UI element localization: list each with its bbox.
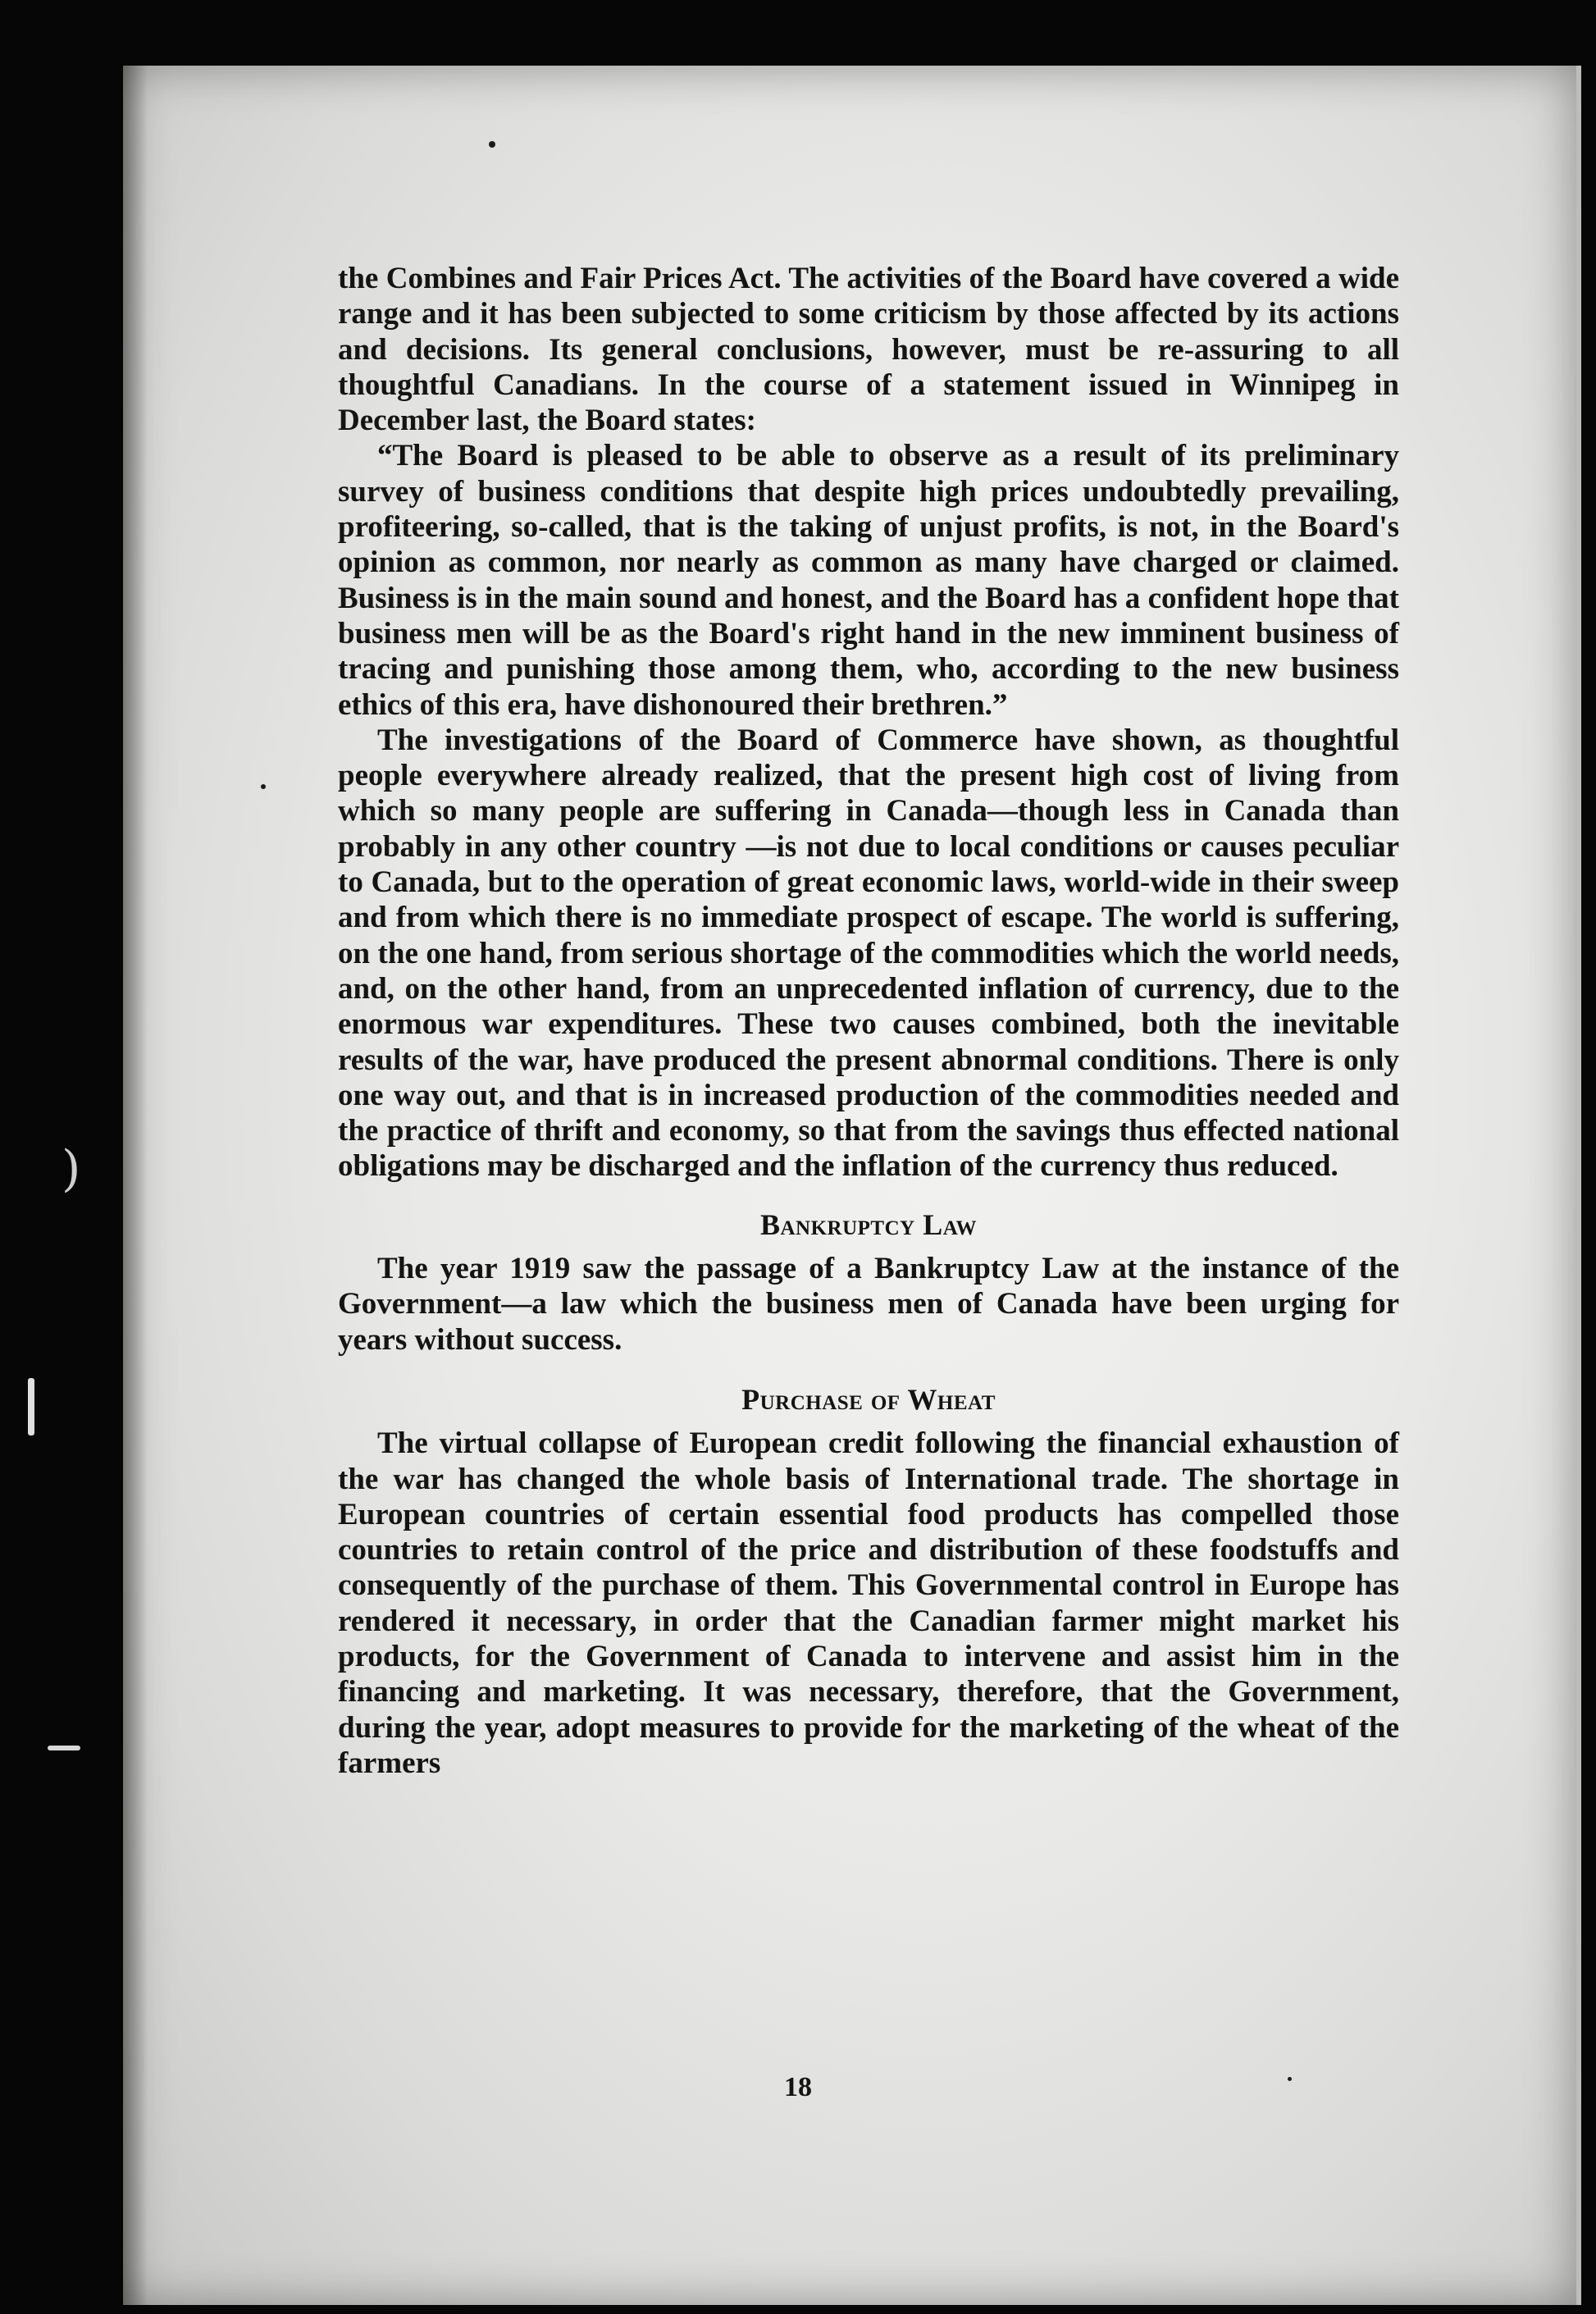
section-heading-purchase-of-wheat: Purchase of Wheat xyxy=(741,1382,996,1416)
margin-ink-mark xyxy=(28,1378,34,1435)
margin-ink-smudge xyxy=(48,1746,80,1750)
body-text xyxy=(338,261,1399,1781)
paragraph-investigations: The investigations of the Board of Commerce have shown, as thoughtful people everywhere already realized, that the present high cost of living from which so many people are suffering in Canada—though less in Canada than probably in any other country —is not due to local conditions or causes peculiar to Canada, but to the operation of great economic laws, world-wide in their sweep and from which there is no immediate prospect of escape. The world is suffering, on the one hand, from serious shortage of the commodities which the world needs, and, on the other hand, from an unprecedented inflation of currency, due to the enormous war expenditures. These two causes combined, both the inevitable results of the war, have produced the present abnormal conditions. There is only one way out, and that is in increased production of the commodities needed and the practice of thrift and economy, so that from the savings thus effected national obligations may be discharged and the inflation of the currency thus reduced. xyxy=(338,723,1399,1184)
speck xyxy=(261,784,266,789)
paragraph-continuation: the Combines and Fair Prices Act. The activities of the Board have covered a wide range and it has been subjected to some criticism by those affected by its actions and decisions. Its general conclusions, however, must be re-assuring to all thoughtful Canadians. In the course of a statement issued in Winnipeg in December last, the Board states: xyxy=(338,262,1399,438)
margin-bracket-mark: ) xyxy=(62,1140,81,1198)
speck xyxy=(489,141,495,148)
paragraph-quotation: “The Board is pleased to be able to observe as a result of its preliminary survey of business conditions that despite high prices undoubtedly prevailing, profiteering, so-called, that is the taking of unjust profits, is not, in the Board's opinion as common, nor nearly as common as many have charged or claimed. Business is in the main sound and honest, and the Board has a confident hope that business men will be as the Board's right hand in the new imminent business of tracing and punishing those among them, who, according to the new business ethics of this era, have dishonoured their brethren.” xyxy=(338,439,1399,722)
section-heading-bankruptcy-law: Bankruptcy Law xyxy=(759,1207,978,1241)
page-edge-strip xyxy=(1576,66,1581,2305)
paragraph-bankruptcy: The year 1919 saw the passage of a Bankruptcy Law at the instance of the Government—a law which the business men of Canada have been urging for years without success. xyxy=(338,1252,1399,1357)
page-number: 18 xyxy=(784,2072,812,2102)
paragraph-wheat: The virtual collapse of European credit following the financial exhaustion of the war has changed the whole basis of International trade. The shortage in European countries of certain essential food products has compelled those countries to retain control of the price and distribution of these foodstuffs and consequently of the purchase of them. This Governmental control in Europe has rendered it necessary, in order that the Canadian farmer might market his products, for the Government of Canada to intervene and assist him in the financing and marketing. It was necessary, therefore, that the Government, during the year, adopt measures to provide for the marketing of the wheat of the farmers xyxy=(338,1426,1399,1780)
page-shadow xyxy=(123,66,148,2305)
